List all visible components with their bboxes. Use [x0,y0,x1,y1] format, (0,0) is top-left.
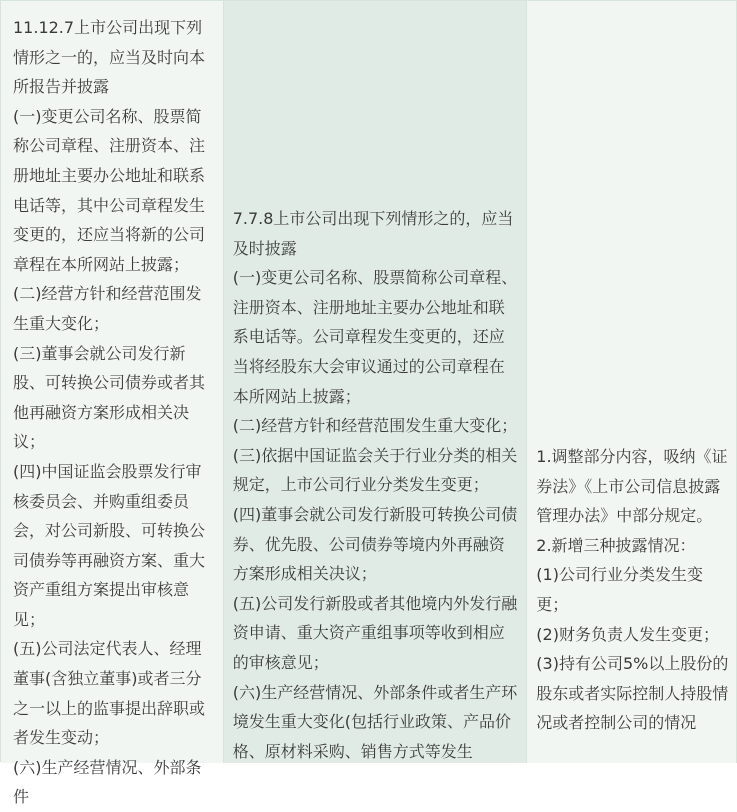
paragraph: 11.12.7上市公司出现下列情形之一的，应当及时向本所报告并披露 [13,18,206,97]
paragraph: (四)中国证监会股票发行审核委员会、并购重组委员会，对公司新股、可转换公司债券等再融资方案、重大资产重组方案提出审核意见； [13,461,206,629]
column-change-notes [527,1,737,763]
paragraph: (三)董事会就公司发行新股、可转换公司债券或者其他再融资方案形成相关决议； [13,343,206,452]
paragraph: (六)生产经营情况、外部条件 [13,757,202,807]
paragraph: 7.7.8上市公司出现下列情形之的，应当及时披露 [232,209,514,258]
paragraph: (1)公司行业分类发生变更； [536,565,703,614]
column-new-rule-content [233,204,518,766]
paragraph: (一)变更公司名称、股票简称公司章程、注册资本、注册地址主要办公地址和联系电话等。公司章程发生变更的，还应当将经股东大会审议通过的公司章程在本所网站上披露； [232,268,518,406]
column-change-notes-content [536,442,730,738]
paragraph: (四)董事会就公司发行新股可转换公司债券、优先股、公司债券等境内外再融资方案形成相关决议； [232,504,518,584]
column-new-rule [224,1,528,763]
paragraph: (2)财务负责人发生变更； [536,624,719,644]
paragraph: (二)经营方针和经营范围发生重大变化； [13,284,202,333]
paragraph: (一)变更公司名称、股票简称公司章程、注册资本、注册地址主要办公地址和联系电话等，其中公司章程发生变更的，还应当将新的公司章程在本所网站上披露； [13,106,206,274]
paragraph: (二)经营方针和经营范围发生重大变化； [232,416,518,436]
column-old-rule [1,1,224,807]
paragraph: 2.新增三种披露情况： [536,535,696,555]
paragraph: (五)公司法定代表人、经理董事(含独立董事)或者三分之一以上的监事提出辞职或者发生变动； [13,639,206,748]
paragraph: (六)生产经营情况、外部条件或者生产环境发生重大变化(包括行业政策、产品价格、原材料采购、销售方式等发生 [232,682,518,761]
paragraph: (五)公司发行新股或者其他境内外发行融资申请、重大资产重组事项等收到相应的审核意见； [232,593,518,672]
column-old-rule-content [13,13,215,812]
paragraph: (3)持有公司5%以上股份的股东或者实际控制人持股情况或者控制公司的情况 [536,654,729,733]
paragraph: 1.调整部分内容，吸纳《证券法》《上市公司信息披露管理办法》中部分规定。 [536,447,728,526]
paragraph: (三)依据中国证监会关于行业分类的相关规定，上市公司行业分类发生变更； [232,445,518,495]
